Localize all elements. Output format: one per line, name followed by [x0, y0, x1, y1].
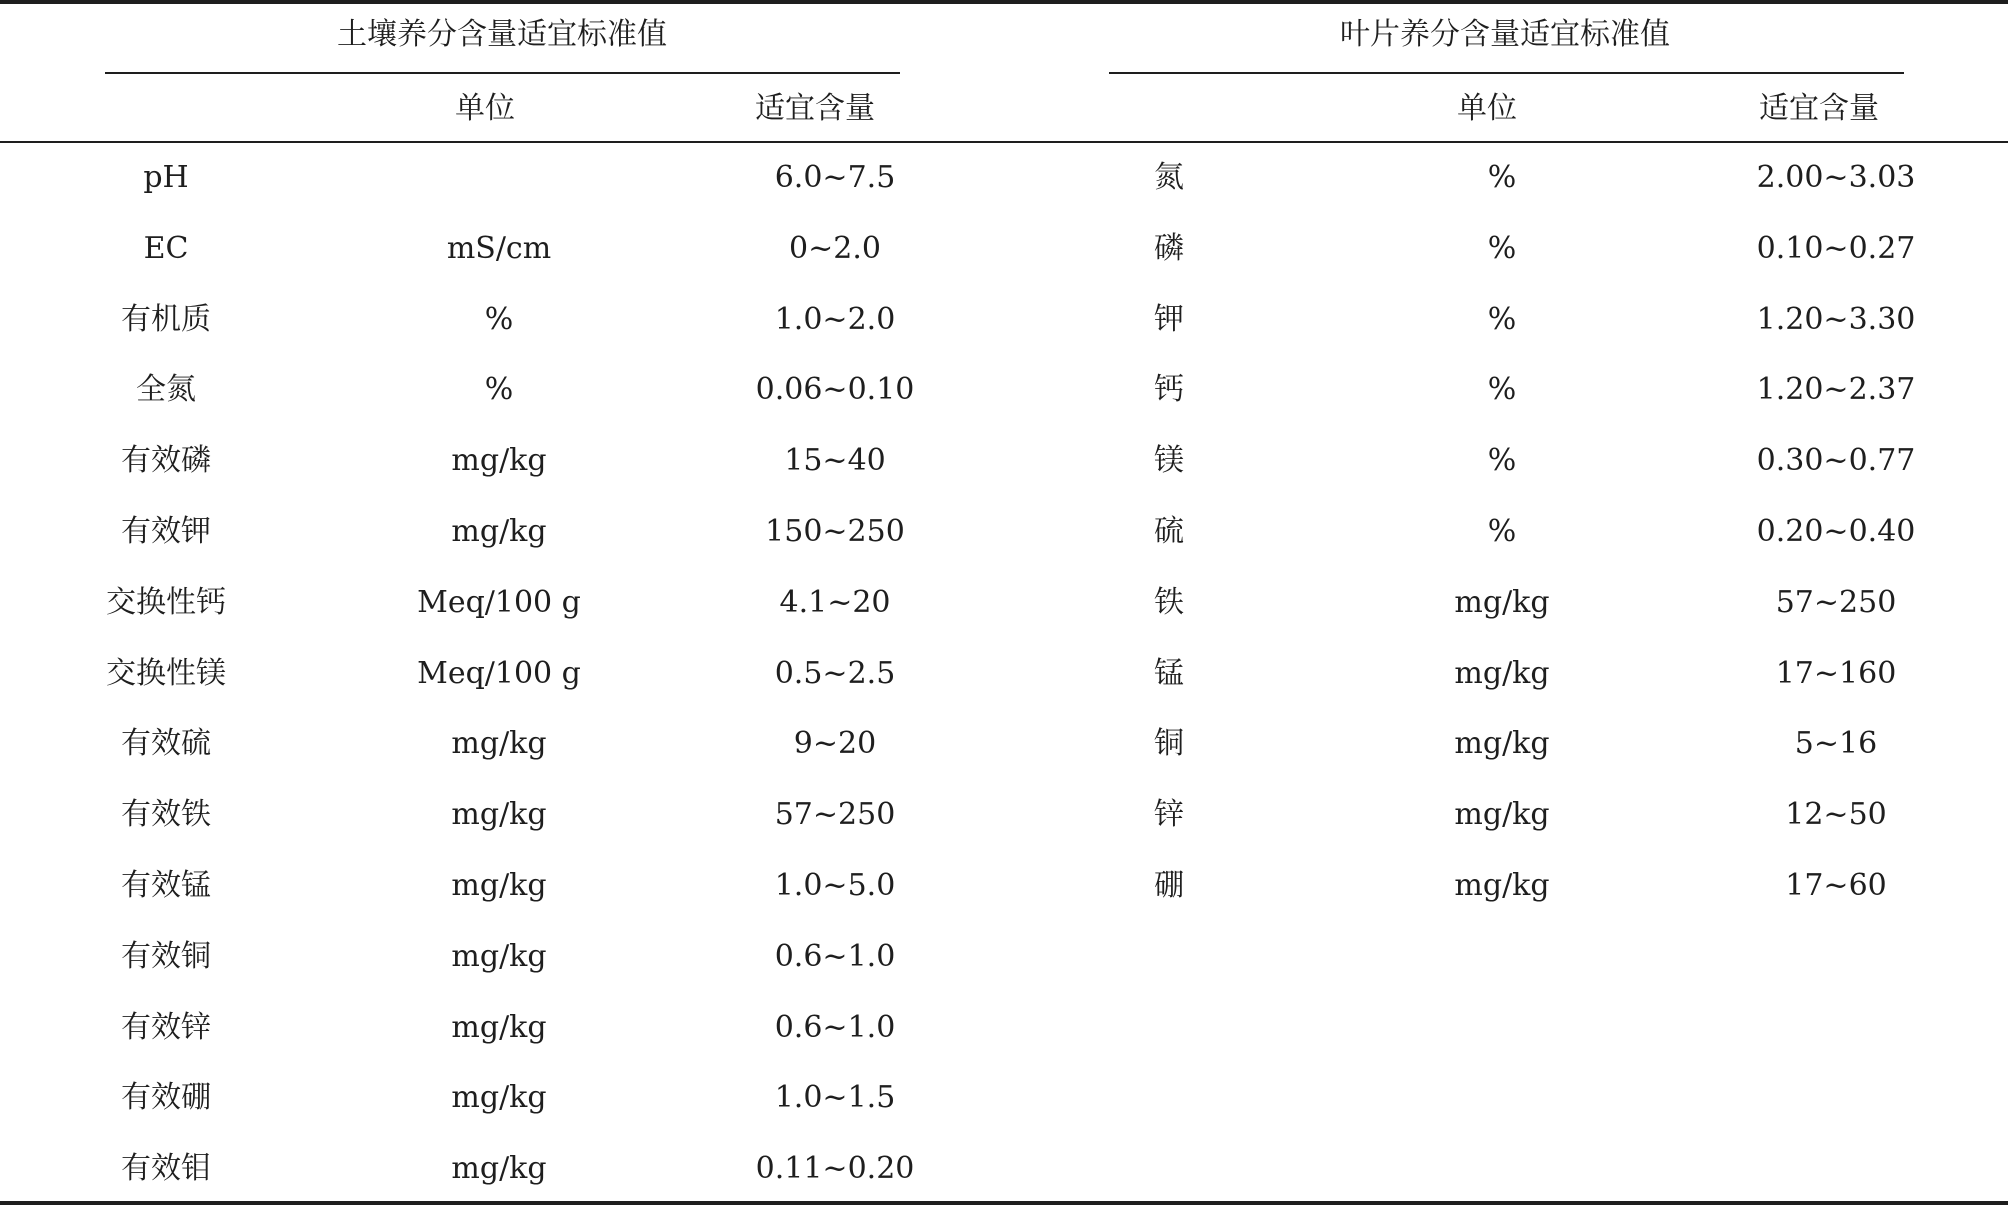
- soil-range-cell: 0.11~0.20: [755, 1151, 915, 1187]
- soil-unit-cell: mS/cm: [446, 230, 552, 266]
- leaf-unit-cell: %: [1487, 160, 1517, 195]
- leaf-range-cell: 17~60: [1785, 868, 1887, 903]
- soil-group-underline: [105, 72, 900, 74]
- leaf-range-cell: 57~250: [1775, 584, 1897, 620]
- soil-unit-cell: mg/kg: [451, 1151, 547, 1187]
- soil-name-cell: 有效钾: [121, 514, 211, 549]
- leaf-range-cell: 1.20~3.30: [1756, 301, 1916, 337]
- leaf-unit-cell: %: [1487, 230, 1517, 266]
- leaf-unit-cell: %: [1487, 514, 1517, 549]
- soil-unit-cell: %: [484, 301, 514, 337]
- soil-range-cell: 1.0~5.0: [774, 868, 896, 903]
- leaf-name-cell: 锌: [1154, 797, 1184, 833]
- leaf-name-cell: 铜: [1154, 726, 1184, 762]
- soil-range-cell: 0.5~2.5: [774, 655, 896, 691]
- soil-range-cell: 0~2.0: [789, 230, 881, 266]
- soil-unit-cell: %: [484, 372, 514, 408]
- soil-name-cell: 有效铜: [121, 938, 211, 974]
- leaf-range-cell: 1.20~2.37: [1756, 372, 1916, 408]
- leaf-name-cell: 铁: [1154, 584, 1184, 620]
- soil-unit-cell: mg/kg: [451, 1080, 547, 1116]
- soil-range-cell: 1.0~2.0: [774, 301, 896, 337]
- soil-unit-cell: Meq/100 g: [417, 584, 581, 620]
- soil-name-cell: EC: [143, 230, 189, 266]
- leaf-group-underline: [1109, 72, 1904, 74]
- leaf-name-cell: 镁: [1154, 443, 1184, 479]
- soil-group-title: 土壤养分含量适宜标准值: [337, 17, 667, 52]
- soil-name-cell: 有效钼: [121, 1151, 211, 1187]
- leaf-name-cell: 硫: [1154, 514, 1184, 549]
- top-rule: [0, 0, 2008, 4]
- soil-unit-cell: mg/kg: [451, 868, 547, 903]
- soil-unit-header: 单位: [455, 91, 515, 126]
- soil-name-cell: 有效硼: [121, 1080, 211, 1116]
- soil-name-cell: 交换性钙: [106, 584, 226, 620]
- bottom-rule: [0, 1201, 2008, 1205]
- leaf-unit-header: 单位: [1457, 91, 1517, 126]
- soil-range-cell: 1.0~1.5: [774, 1080, 896, 1116]
- soil-unit-cell: mg/kg: [451, 726, 547, 762]
- soil-unit-cell: mg/kg: [451, 514, 547, 549]
- leaf-range-cell: 17~160: [1775, 655, 1897, 691]
- soil-range-cell: 9~20: [793, 726, 877, 762]
- leaf-range-cell: 2.00~3.03: [1756, 160, 1916, 195]
- soil-range-cell: 4.1~20: [779, 584, 891, 620]
- header-rule: [0, 141, 2008, 143]
- leaf-unit-cell: %: [1487, 443, 1517, 479]
- leaf-range-cell: 12~50: [1785, 797, 1887, 833]
- soil-range-cell: 0.6~1.0: [774, 1009, 896, 1045]
- leaf-name-cell: 锰: [1154, 655, 1184, 691]
- leaf-name-cell: 磷: [1154, 230, 1184, 266]
- soil-unit-cell: mg/kg: [451, 938, 547, 974]
- soil-name-cell: 有效硫: [121, 726, 211, 762]
- leaf-group-title: 叶片养分含量适宜标准值: [1340, 17, 1670, 52]
- soil-range-cell: 57~250: [774, 797, 896, 833]
- soil-range-cell: 0.6~1.0: [774, 938, 896, 974]
- soil-name-cell: 有效锰: [121, 868, 211, 903]
- leaf-name-cell: 氮: [1154, 160, 1184, 195]
- leaf-unit-cell: %: [1487, 301, 1517, 337]
- leaf-value-header: 适宜含量: [1759, 91, 1879, 126]
- leaf-unit-cell: mg/kg: [1454, 584, 1550, 620]
- leaf-name-cell: 钾: [1154, 301, 1184, 337]
- leaf-name-cell: 硼: [1154, 868, 1184, 903]
- leaf-unit-cell: mg/kg: [1454, 797, 1550, 833]
- soil-name-cell: 有效磷: [121, 443, 211, 479]
- soil-unit-cell: mg/kg: [451, 443, 547, 479]
- leaf-range-cell: 0.30~0.77: [1756, 443, 1916, 479]
- soil-name-cell: 全氮: [136, 372, 196, 408]
- leaf-range-cell: 0.10~0.27: [1756, 230, 1916, 266]
- soil-name-cell: 有效锌: [121, 1009, 211, 1045]
- soil-name-cell: pH: [143, 160, 189, 195]
- soil-unit-cell: mg/kg: [451, 797, 547, 833]
- soil-unit-cell: mg/kg: [451, 1009, 547, 1045]
- soil-value-header: 适宜含量: [755, 91, 875, 126]
- soil-name-cell: 有效铁: [121, 797, 211, 833]
- leaf-unit-cell: %: [1487, 372, 1517, 408]
- leaf-unit-cell: mg/kg: [1454, 868, 1550, 903]
- soil-range-cell: 6.0~7.5: [774, 160, 896, 195]
- leaf-unit-cell: mg/kg: [1454, 726, 1550, 762]
- leaf-name-cell: 钙: [1154, 372, 1184, 408]
- soil-range-cell: 15~40: [784, 443, 886, 479]
- leaf-range-cell: 5~16: [1794, 726, 1878, 762]
- soil-range-cell: 0.06~0.10: [755, 372, 915, 408]
- leaf-unit-cell: mg/kg: [1454, 655, 1550, 691]
- soil-name-cell: 交换性镁: [106, 655, 226, 691]
- leaf-range-cell: 0.20~0.40: [1756, 514, 1916, 549]
- soil-name-cell: 有机质: [121, 301, 211, 337]
- soil-range-cell: 150~250: [765, 514, 905, 549]
- soil-unit-cell: Meq/100 g: [417, 655, 581, 691]
